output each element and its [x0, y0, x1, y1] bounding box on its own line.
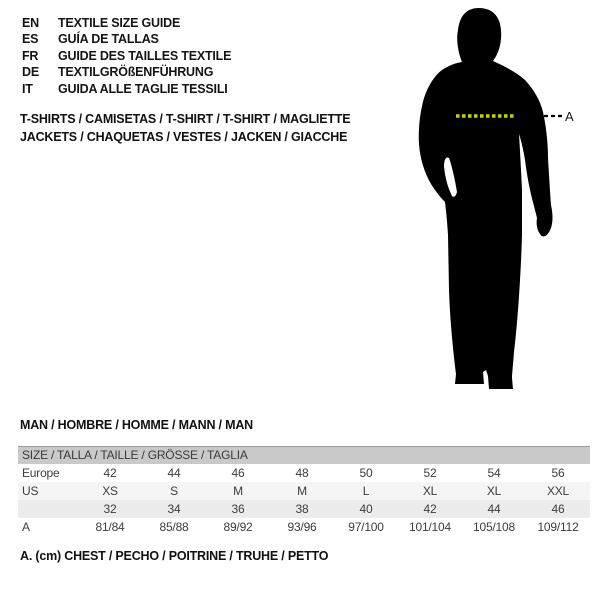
chest-measure-footnote: A. (cm) CHEST / PECHO / POITRINE / TRUHE / PETTO	[20, 549, 329, 563]
table-cell: 38	[295, 502, 309, 516]
table-cell: XL	[486, 484, 502, 498]
table-cell: L	[362, 484, 370, 498]
table-cell: 34	[167, 502, 181, 516]
table-row-chest-cm	[18, 518, 590, 536]
table-cell: 48	[295, 466, 309, 480]
language-label: GUÍA DE TALLAS	[58, 32, 159, 47]
table-cell: 44	[487, 502, 501, 516]
table-cell: 42	[103, 466, 117, 480]
table-row-europe	[18, 464, 590, 482]
table-cell: 32	[103, 502, 117, 516]
table-cell: 40	[359, 502, 373, 516]
table-cell: M	[297, 484, 307, 498]
table-cell: 89/92	[223, 520, 253, 534]
table-row-numeric-sizes	[18, 500, 590, 518]
row-label: A	[22, 520, 30, 534]
section-title-man: MAN / HOMBRE / HOMME / MANN / MAN	[20, 418, 253, 432]
language-list	[22, 15, 231, 97]
language-code: EN	[22, 16, 39, 30]
table-cell: XXL	[546, 484, 570, 498]
language-code: DE	[22, 65, 39, 80]
table-cell: XL	[422, 484, 438, 498]
garment-categories	[20, 111, 350, 146]
table-cell: 52	[423, 466, 437, 480]
table-cell: 97/100	[348, 520, 384, 534]
language-row	[22, 81, 231, 97]
table-cell: 36	[231, 502, 245, 516]
table-row-us	[18, 482, 590, 500]
table-cell: 46	[551, 502, 565, 516]
table-cell: 101/104	[409, 520, 451, 534]
row-label: Europe	[22, 466, 60, 480]
language-label: TEXTILGRÖßENFÜHRUNG	[58, 65, 214, 80]
language-code: FR	[22, 48, 39, 63]
table-cell: 81/84	[95, 520, 125, 534]
table-cell: 93/96	[287, 520, 317, 534]
table-cell: 44	[167, 466, 181, 480]
table-cell: S	[170, 484, 178, 498]
language-row	[22, 31, 231, 47]
size-table-header: SIZE / TALLA / TAILLE / GRÖSSE / TAGLIA	[18, 446, 590, 464]
language-row	[22, 15, 231, 31]
table-cell: 85/88	[159, 520, 189, 534]
language-label: GUIDE DES TAILLES TEXTILE	[58, 48, 232, 63]
row-label: US	[22, 484, 39, 498]
table-cell: 105/108	[473, 520, 515, 534]
table-cell: 42	[423, 502, 437, 516]
language-row	[22, 48, 231, 64]
table-cell: 50	[359, 466, 373, 480]
table-cell: M	[233, 484, 243, 498]
size-table	[18, 446, 590, 536]
language-code: ES	[22, 32, 39, 47]
category-line-jackets: JACKETS / CHAQUETAS / VESTES / JACKEN / GIACCHE	[20, 129, 348, 144]
language-code: IT	[22, 81, 33, 96]
category-line-tshirts: T-SHIRTS / CAMISETAS / T-SHIRT / T-SHIRT / MAGLIETTE	[20, 112, 351, 126]
table-cell: XS	[102, 484, 118, 498]
language-label: TEXTILE SIZE GUIDE	[58, 16, 181, 30]
man-body-shape	[419, 8, 553, 389]
table-cell: 109/112	[537, 520, 579, 534]
measure-label-a: A	[565, 109, 574, 124]
man-silhouette	[405, 5, 585, 395]
table-cell: 54	[487, 466, 501, 480]
table-cell: 46	[231, 466, 245, 480]
language-row	[22, 64, 231, 80]
table-cell: 56	[551, 466, 565, 480]
language-label: GUIDA ALLE TAGLIE TESSILI	[58, 81, 228, 96]
